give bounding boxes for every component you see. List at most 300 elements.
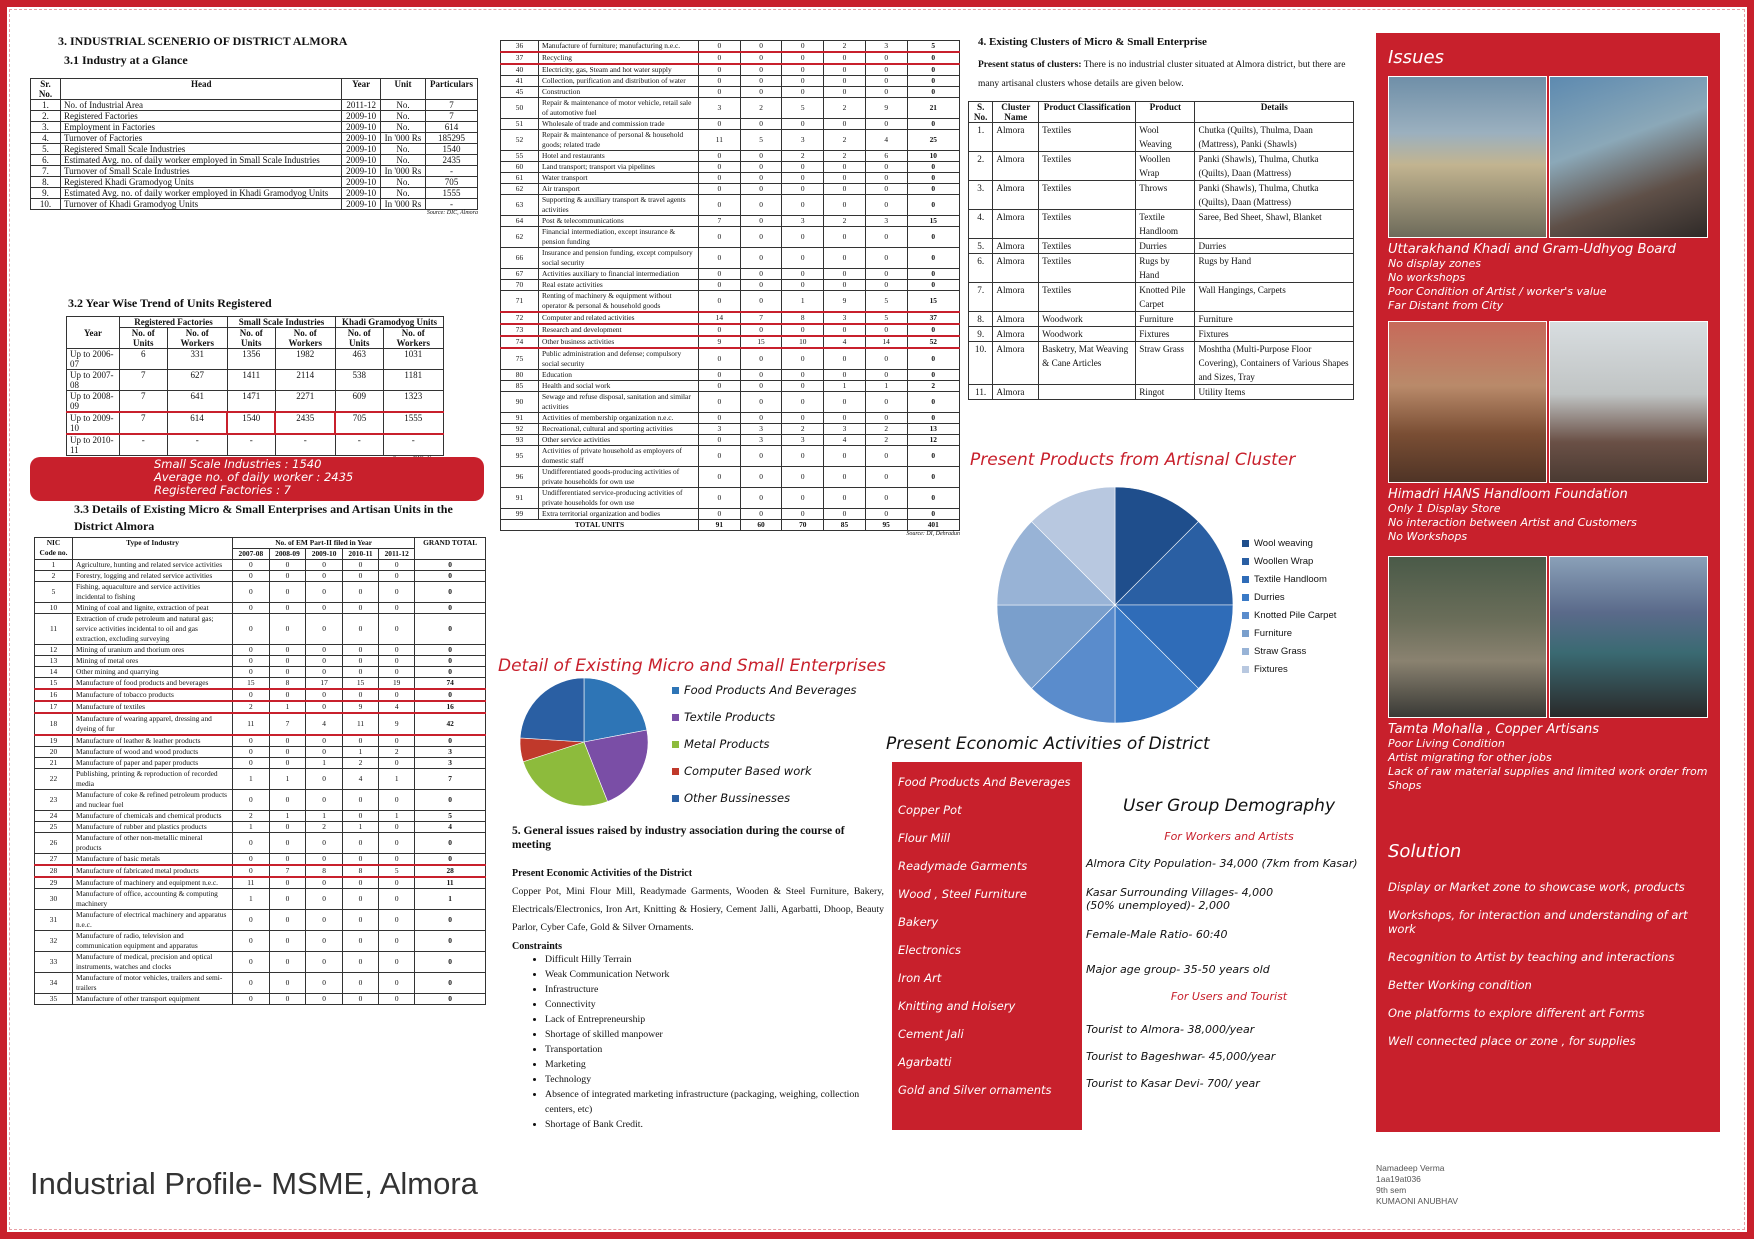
table-cell: 2009-10 [342,188,380,199]
table-cell: 1982 [275,349,335,370]
table-cell: 0 [740,87,782,98]
org-name: Tamta Mohalla , Copper Artisans [1388,722,1600,737]
table-cell: 1471 [227,391,275,413]
table-cell: Recreational, cultural and sporting activities [539,424,699,435]
table-cell: 0 [342,689,378,701]
table-cell: 36 [501,41,539,53]
table-cell: 0 [269,758,306,769]
table-cell: 0 [269,973,306,994]
table-cell: 11 [342,713,378,735]
table-cell: 3 [824,424,866,435]
econ-activity: Agarbatti [898,1055,952,1069]
table-cell: 0 [824,446,866,467]
table-cell: 0 [782,87,824,98]
issue-item: No Workshops [1388,530,1468,543]
table-cell: 641 [167,391,227,413]
table-row [501,119,960,130]
legend-swatch [1242,666,1249,673]
table-cell: 72 [501,312,539,324]
table-cell: Health and social work [539,381,699,392]
table-cell: Activities of private household as employers of domestic staff [539,446,699,467]
table-cell: 64 [501,216,539,227]
table-row [501,446,960,467]
table-cell: 15 [342,678,378,690]
table-cell: 0 [269,994,306,1005]
table-cell: 2435 [426,155,478,166]
table-row [35,689,486,701]
table-cell: 4 [415,822,486,833]
table-cell: 4 [865,130,907,151]
msme-table-continued-wrap [500,40,960,537]
table-cell: 0 [824,87,866,98]
table-cell: 10 [782,336,824,348]
table-cell [1039,385,1136,400]
table-cell: 609 [335,391,383,413]
table-cell: 0 [824,227,866,248]
table-cell: 2009-10 [342,199,380,210]
table-cell: 0 [740,151,782,162]
table-row [501,41,960,53]
table-row [35,645,486,656]
table-cell: 0 [269,735,306,747]
table-cell: 0 [699,41,741,53]
table-cell: 0 [865,195,907,216]
table-cell: 0 [740,291,782,313]
table-cell: Wool Weaving [1136,123,1195,152]
table-cell: 7 [415,769,486,790]
table-cell: 0 [699,467,741,488]
table-cell: 0 [379,877,415,889]
table-cell: 0 [415,931,486,952]
msme-pie-legend [672,683,857,818]
table-cell: Education [539,370,699,381]
column-subheader: 2010-11 [342,549,378,560]
constraints-list [545,952,884,1132]
table-cell: 0 [379,952,415,973]
table-cell: 7 [699,216,741,227]
table-cell: 9 [865,98,907,119]
table-cell: 4 [824,435,866,446]
table-cell: 74 [415,678,486,690]
table-cell: 0 [699,509,741,520]
table-row [67,370,444,391]
econ-activity: Knitting and Hoisery [898,999,1016,1013]
table-cell: 0 [415,560,486,571]
table-cell: Registered Factories [61,111,342,122]
table-cell: 0 [306,769,343,790]
table-cell: 0 [740,413,782,424]
table-cell: 1. [31,100,61,111]
table-cell: 20 [35,747,73,758]
table-row [501,195,960,216]
table-cell: 5 [865,312,907,324]
table-cell: 0 [342,571,378,582]
table-cell: Up to 2007-08 [67,370,120,391]
table-cell: 35 [35,994,73,1005]
table-cell: 2 [233,811,270,822]
table-cell: 0 [306,952,343,973]
table-cell: 0 [907,76,959,87]
table-cell: 2114 [275,370,335,391]
table-row [501,173,960,184]
table-cell: 0 [342,910,378,931]
year-trend-table-wrap [66,316,444,462]
table-cell: 0 [415,689,486,701]
table-row [35,713,486,735]
table-cell: Estimated Avg. no. of daily worker employed in Khadi Gramodyog Units [61,188,342,199]
org-issues-list [1388,737,1708,793]
table-row [35,614,486,645]
industry-glance-table-wrap [30,78,478,216]
table-cell: 0 [699,52,741,64]
table-cell: 29 [35,877,73,889]
section-4-title: 4. Existing Clusters of Micro & Small Enterprise [978,36,1207,48]
table-cell: Estimated Avg. no. of daily worker employed in Small Scale Industries [61,155,342,166]
solution-item: One platforms to explore different art Forms [1388,1006,1645,1020]
table-cell: 0 [342,790,378,811]
table-cell: 0 [699,291,741,313]
table-cell: 0 [306,790,343,811]
table-cell: Manufacture of other non-metallic mineral products [73,833,233,854]
table-cell: 0 [306,854,343,866]
column-subheader: No. of Workers [275,328,335,349]
table-row [969,385,1354,400]
table-cell: Almora [993,327,1039,342]
table-cell: 8 [269,678,306,690]
table-cell: 0 [740,173,782,184]
table-row [969,152,1354,181]
table-cell: 34 [35,973,73,994]
demography-line: Kasar Surrounding Villages- 4,000 (50% unemployed)- 2,000 [1086,886,1274,912]
table-cell: 3 [824,312,866,324]
table-cell: 25 [35,822,73,833]
table-cell: 10. [969,342,993,385]
table-header-row [67,317,444,328]
section-5-title: 5. General issues raised by industry association during the course of meeting [512,825,845,851]
table-cell: 0 [699,324,741,336]
table-cell: 0 [740,392,782,413]
table-cell: 2. [31,111,61,122]
table-cell: 12 [907,435,959,446]
table-row [501,184,960,195]
constraint-item: • Lack of Entrepreneurship [545,1012,884,1027]
table-cell: 0 [306,582,343,603]
table-cell: 0 [379,656,415,667]
cluster-intro-text: There is no industrial cluster situated at Almora district, but there are many artisanal clusters whose details are given below. [978,60,1346,89]
table-cell: 0 [342,614,378,645]
table-cell: 0 [824,64,866,76]
table-cell: 17 [35,701,73,713]
table-subheader-row [67,328,444,349]
econ-activity: Iron Art [898,971,942,985]
table-cell: 0 [782,227,824,248]
table-cell: 0 [233,952,270,973]
table-cell: 2009-10 [342,144,380,155]
column-header: GRAND TOTAL [415,538,486,560]
solution-item: Well connected place or zone , for supplies [1388,1034,1636,1048]
table-cell: 0 [379,645,415,656]
table-cell: Activities auxiliary to financial intermediation [539,269,699,280]
table-cell: 0 [415,603,486,614]
table-cell: 0 [342,877,378,889]
table-cell: 185295 [426,133,478,144]
table-cell: 0 [907,324,959,336]
table-row [35,994,486,1005]
table-row [67,412,444,434]
table-cell: 0 [342,833,378,854]
table-cell: Ringot [1136,385,1195,400]
table-cell: 0 [699,392,741,413]
table-cell: - [275,434,335,456]
table-cell: 40 [501,64,539,76]
table-cell: 0 [865,119,907,130]
table-cell: 2 [907,381,959,392]
table-cell: 27 [35,854,73,866]
table-source: Source: DI, Dehradun [906,531,960,537]
table-cell: 0 [379,758,415,769]
table-cell: 91 [501,488,539,509]
table-cell: Almora [993,123,1039,152]
table-row [501,336,960,348]
table-cell: Extraction of crude petroleum and natural gas; service activities incidental to oil and gas extraction, excluding surveying [73,614,233,645]
table-cell: 55 [501,151,539,162]
table-cell: 0 [233,735,270,747]
table-cell: 11 [415,877,486,889]
econ-activity: Electronics [898,943,961,957]
table-cell: Saree, Bed Sheet, Shawl, Blanket [1195,210,1354,239]
econ-activities-box [892,762,1082,1130]
table-cell: 80 [501,370,539,381]
column-subheader: No. of Workers [167,328,227,349]
table-row [501,467,960,488]
table-cell: Forestry, logging and related service activities [73,571,233,582]
table-cell: 1 [269,769,306,790]
legend-swatch [1242,648,1249,655]
table-row [501,227,960,248]
table-cell: 0 [415,656,486,667]
section-3-title: 3. INDUSTRIAL SCENERIO OF DISTRICT ALMORA [58,34,348,48]
table-cell: 74 [501,336,539,348]
table-cell: 0 [306,910,343,931]
legend-item [672,764,857,778]
table-cell: Almora [993,152,1039,181]
table-cell: Supporting & auxiliary transport & travel agents activities [539,195,699,216]
org-name: Himadri HANS Handloom Foundation [1388,487,1628,502]
table-cell: 0 [782,195,824,216]
table-cell: Manufacture of office, accounting & computing machinery [73,889,233,910]
demography-line: Tourist to Kasar Devi- 700/ year [1086,1077,1260,1090]
table-cell: 1181 [383,370,443,391]
table-cell: 3 [740,424,782,435]
table-row [969,123,1354,152]
table-cell: 0 [415,994,486,1005]
table-cell: 0 [269,877,306,889]
table-cell: 0 [269,582,306,603]
table-cell: 5 [740,130,782,151]
table-cell: 3 [865,216,907,227]
table-cell: 6. [969,254,993,283]
table-cell: 32 [35,931,73,952]
table-cell: 0 [306,735,343,747]
table-cell: 0 [233,645,270,656]
table-cell: 0 [342,931,378,952]
table-cell: 42 [415,713,486,735]
table-cell: 5 [865,291,907,313]
table-cell: 0 [269,560,306,571]
table-cell: 9 [824,291,866,313]
table-row [969,283,1354,312]
artisan-photo [1388,556,1547,718]
table-cell: 0 [415,973,486,994]
table-row [501,509,960,520]
table-cell: 0 [306,833,343,854]
table-cell: 1555 [383,412,443,434]
table-cell: 0 [907,119,959,130]
legend-label: Furniture [1254,628,1293,639]
table-cell: 13 [907,424,959,435]
table-cell: 92 [501,424,539,435]
table-cell: 1 [865,381,907,392]
table-cell: 0 [379,614,415,645]
table-cell: 2435 [275,412,335,434]
table-cell: 0 [740,509,782,520]
table-cell: Manufacture of food products and beverages [73,678,233,690]
table-cell: Textiles [1039,210,1136,239]
table-cell: 0 [233,747,270,758]
table-cell: Manufacture of other transport equipment [73,994,233,1005]
table-cell: 1031 [383,349,443,370]
table-cell: Undifferentiated goods-producing activities of private households for own use [539,467,699,488]
table-cell: 0 [824,467,866,488]
org-issues-list [1388,502,1708,544]
table-cell: 0 [782,248,824,269]
table-cell: Knotted Pile Carpet [1136,283,1195,312]
table-cell: 3 [782,435,824,446]
table-cell: 0 [824,248,866,269]
table-row [501,348,960,370]
table-cell: 0 [865,324,907,336]
table-cell: 0 [379,854,415,866]
table-row [67,434,444,456]
econ-activity: Readymade Garments [898,859,1028,873]
table-cell: 7 [740,312,782,324]
table-cell: 1 [342,747,378,758]
table-cell: No. [380,144,425,155]
table-cell: 0 [699,76,741,87]
table-cell: 1 [35,560,73,571]
table-cell: 401 [907,520,959,531]
table-cell: 1 [415,889,486,910]
table-row [35,790,486,811]
table-cell: Mining of metal ores [73,656,233,667]
table-row [501,269,960,280]
table-cell: 2009-10 [342,122,380,133]
table-cell: - [383,434,443,456]
econ-activity: Gold and Silver ornaments [898,1083,1052,1097]
issues-panel [1376,33,1720,1132]
table-cell: 23 [35,790,73,811]
table-cell: 18 [35,713,73,735]
table-cell: 0 [782,52,824,64]
table-cell: 25 [907,130,959,151]
table-cell: 7 [426,111,478,122]
table-cell: 0 [782,184,824,195]
table-cell: Almora [993,239,1039,254]
table-cell: 10 [907,151,959,162]
table-cell: 2271 [275,391,335,413]
table-cell: Textile Handloom [1136,210,1195,239]
legend-item [1242,592,1336,603]
table-row [969,327,1354,342]
table-cell: 0 [699,227,741,248]
table-cell: 0 [865,467,907,488]
table-row [501,98,960,119]
legend-label: Knotted Pile Carpet [1254,610,1337,621]
table-cell: 0 [907,467,959,488]
table-cell: 4 [342,769,378,790]
table-row [501,413,960,424]
table-cell: 1. [969,123,993,152]
table-cell: 0 [907,87,959,98]
table-cell: 0 [740,41,782,53]
table-cell: Manufacture of leather & leather products [73,735,233,747]
table-cell: 0 [740,446,782,467]
table-cell: 1 [306,811,343,822]
section-5 [512,824,884,1132]
table-cell: Manufacture of coke & refined petroleum products and nuclear fuel [73,790,233,811]
table-cell: 0 [699,151,741,162]
table-cell: 67 [501,269,539,280]
table-cell: 0 [233,603,270,614]
table-cell: - [426,199,478,210]
table-cell: 0 [824,392,866,413]
section-3 [58,34,478,72]
column-subheader: No. of Units [335,328,383,349]
table-cell: 0 [233,865,270,877]
table-row [969,254,1354,283]
table-cell: 11 [233,877,270,889]
table-cell: 0 [233,994,270,1005]
table-cell: 21 [35,758,73,769]
table-cell: 0 [699,446,741,467]
table-cell: Research and development [539,324,699,336]
table-cell: 0 [269,667,306,678]
table-cell: 0 [379,910,415,931]
table-cell: Undifferentiated service-producing activities of private households for own use [539,488,699,509]
table-cell: 2 [865,435,907,446]
workshop-photo [1549,76,1708,238]
table-cell: 0 [269,790,306,811]
table-cell: Other mining and quarrying [73,667,233,678]
table-cell: 4 [824,336,866,348]
table-cell: 2 [35,571,73,582]
legend-item [1242,574,1336,585]
table-cell: 0 [233,689,270,701]
table-cell: In '000 Rs [380,199,425,210]
table-cell: 5 [415,811,486,822]
table-cell: 90 [501,392,539,413]
section-3-3-title: 3.3 Details of Existing Micro & Small Enterprises and Artisan Units in the District Almora [74,502,453,533]
industry-glance-table [30,78,478,210]
column-subheader: No. of Workers [383,328,443,349]
table-cell: 0 [699,119,741,130]
table-cell: 0 [233,614,270,645]
table-row [31,133,478,144]
table-cell: 0 [342,645,378,656]
constraints-heading: Constraints [512,941,563,952]
table-row [501,392,960,413]
table-cell: 5. [969,239,993,254]
